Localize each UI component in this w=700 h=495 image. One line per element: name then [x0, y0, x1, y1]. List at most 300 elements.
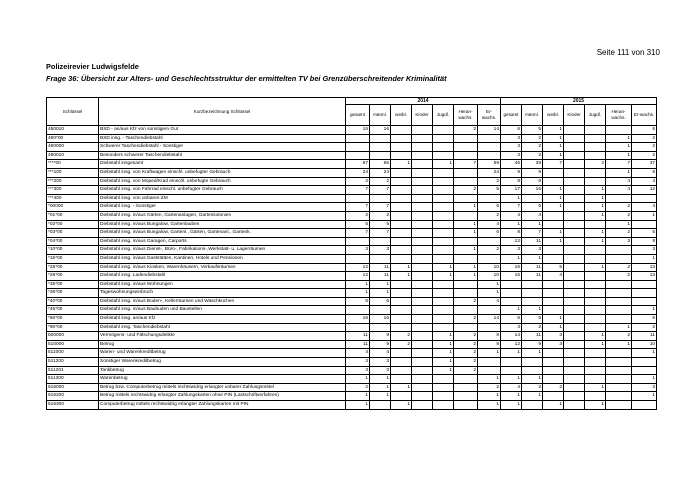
value-cell — [585, 297, 606, 306]
value-cell: 2 — [478, 383, 501, 392]
value-cell — [522, 366, 543, 375]
value-cell: 7 — [543, 160, 564, 169]
description-cell: Tageswohnungseinbruch — [99, 289, 346, 298]
table-row — [47, 134, 657, 143]
table-row — [47, 211, 657, 220]
value-cell: 1 — [585, 340, 606, 349]
value-cell: 2 — [478, 246, 501, 255]
value-cell: 2 — [391, 340, 412, 349]
value-cell — [433, 297, 454, 306]
value-cell — [564, 151, 585, 160]
value-cell — [433, 134, 454, 143]
value-cell: 6 — [501, 315, 522, 324]
value-cell: 5 — [522, 126, 543, 135]
value-cell — [391, 297, 412, 306]
value-cell — [543, 211, 564, 220]
value-cell — [564, 272, 585, 281]
value-cell — [585, 126, 606, 135]
value-cell: 11 — [370, 272, 391, 281]
value-cell: 7 — [346, 229, 370, 238]
value-cell — [412, 366, 433, 375]
value-cell — [543, 349, 564, 358]
value-cell — [346, 143, 370, 152]
value-cell — [433, 315, 454, 324]
value-cell — [543, 306, 564, 315]
table-row — [47, 315, 657, 324]
value-cell: 1 — [501, 194, 522, 203]
value-cell — [478, 254, 501, 263]
value-cell — [391, 237, 412, 246]
value-cell: 67 — [346, 160, 370, 169]
value-cell — [543, 177, 564, 186]
value-cell — [346, 151, 370, 160]
table-row — [47, 151, 657, 160]
description-cell: Diebstahl insg. von Fahrrad einschl. unbefugter Gebrauch — [99, 186, 346, 195]
table-row — [47, 186, 657, 195]
column-header: weibl. — [543, 105, 564, 126]
value-cell: 1 — [543, 323, 564, 332]
description-cell: Diebstahl insg. in/aus Gärten, Gartenanlagen, Gartenkolonien — [99, 211, 346, 220]
value-cell: 3 — [632, 246, 657, 255]
value-cell — [564, 177, 585, 186]
value-cell — [433, 375, 454, 384]
value-cell: 2 — [454, 315, 478, 324]
value-cell — [391, 134, 412, 143]
value-cell: 1 — [346, 401, 370, 410]
value-cell: 9 — [370, 332, 391, 341]
value-cell: 1 — [346, 392, 370, 401]
value-cell — [478, 134, 501, 143]
description-cell: Diebstahl insg. in/aus Kiosken, Warenhäusern, Verkaufsräumen — [99, 263, 346, 272]
value-cell: 7 — [346, 186, 370, 195]
value-cell: 10 — [478, 263, 501, 272]
description-cell: Diebstahl insg. in/aus Bungalow, Gartenl., Gärten, Gartenanl., Gartenk. — [99, 229, 346, 238]
column-header: männl. — [370, 105, 391, 126]
value-cell: 3 — [346, 366, 370, 375]
key-cell: *35*00 — [47, 280, 99, 289]
value-cell — [391, 211, 412, 220]
value-cell — [412, 272, 433, 281]
key-cell: *01*00 — [47, 211, 99, 220]
value-cell — [412, 126, 433, 135]
value-cell — [522, 289, 543, 298]
value-cell — [632, 280, 657, 289]
value-cell: 3 — [501, 323, 522, 332]
value-cell: 1 — [391, 160, 412, 169]
value-cell — [391, 246, 412, 255]
table-row — [47, 297, 657, 306]
value-cell — [585, 177, 606, 186]
value-cell — [606, 392, 632, 401]
value-cell: 1 — [543, 126, 564, 135]
key-cell: *04*00 — [47, 237, 99, 246]
description-cell: Betrug mittels rechtswidrig erlangter Zahlungskarten ohne PIN (Lastschriftverfahren) — [99, 392, 346, 401]
value-cell: 6 — [370, 297, 391, 306]
value-cell: 7 — [501, 203, 522, 212]
value-cell: 1 — [585, 401, 606, 410]
value-cell — [606, 126, 632, 135]
value-cell: 1 — [454, 229, 478, 238]
value-cell: 2 — [478, 177, 501, 186]
value-cell: 1 — [501, 254, 522, 263]
value-cell: 1 — [632, 375, 657, 384]
value-cell — [564, 220, 585, 229]
value-cell: 2 — [454, 349, 478, 358]
description-cell: Diebstahl insg. von Kraftwagen einschl. unbefugter Gebrauch — [99, 168, 346, 177]
value-cell — [564, 168, 585, 177]
value-cell: 1 — [585, 229, 606, 238]
table-row — [47, 366, 657, 375]
value-cell: 1 — [522, 375, 543, 384]
value-cell: 1 — [478, 392, 501, 401]
table-row — [47, 289, 657, 298]
value-cell — [346, 237, 370, 246]
value-cell — [391, 229, 412, 238]
table-body — [47, 126, 657, 410]
value-cell: 1 — [501, 220, 522, 229]
value-cell — [412, 220, 433, 229]
value-cell: 13 — [632, 272, 657, 281]
value-cell — [412, 323, 433, 332]
column-header: Heran-wachs. — [454, 105, 478, 126]
key-cell: 450010 — [47, 126, 99, 135]
value-cell — [370, 194, 391, 203]
value-cell: 1 — [522, 392, 543, 401]
value-cell — [391, 306, 412, 315]
value-cell: 5 — [522, 315, 543, 324]
value-cell: 2 — [606, 211, 632, 220]
value-cell — [522, 401, 543, 410]
key-cell: 511000 — [47, 349, 99, 358]
value-cell: 1 — [522, 254, 543, 263]
value-cell — [564, 366, 585, 375]
value-cell — [632, 297, 657, 306]
value-cell — [391, 194, 412, 203]
value-cell: 1 — [433, 349, 454, 358]
value-cell — [346, 323, 370, 332]
value-cell — [433, 177, 454, 186]
value-cell: 1 — [543, 194, 564, 203]
value-cell: 1 — [543, 134, 564, 143]
value-cell — [632, 220, 657, 229]
value-cell — [632, 194, 657, 203]
value-cell — [454, 237, 478, 246]
description-cell: Diebstahl insg. in/aus Wohnungen — [99, 280, 346, 289]
column-header: Jugdl. — [585, 105, 606, 126]
description-cell: Tankbetrug — [99, 366, 346, 375]
value-cell — [433, 211, 454, 220]
value-cell — [606, 254, 632, 263]
value-cell: 2 — [522, 383, 543, 392]
value-cell: 1 — [433, 160, 454, 169]
value-cell — [564, 160, 585, 169]
value-cell — [433, 280, 454, 289]
value-cell: 1 — [606, 323, 632, 332]
table-row — [47, 340, 657, 349]
value-cell: 1 — [606, 134, 632, 143]
description-cell: Diebstahl insg. Ladendiebstahl — [99, 272, 346, 281]
value-cell: 2 — [606, 203, 632, 212]
key-cell: ***200 — [47, 177, 99, 186]
key-cell: *00000 — [47, 203, 99, 212]
year-2014-header: 2014 — [346, 98, 501, 105]
value-cell — [454, 375, 478, 384]
value-cell: 4 — [606, 186, 632, 195]
value-cell — [478, 323, 501, 332]
value-cell — [564, 203, 585, 212]
column-header: Er-wachs. — [478, 105, 501, 126]
value-cell: 1 — [433, 340, 454, 349]
value-cell — [391, 254, 412, 263]
value-cell — [543, 246, 564, 255]
value-cell: 16 — [522, 186, 543, 195]
description-cell: Diebstahl insg. in/aus Garagen, Carports — [99, 237, 346, 246]
value-cell: 2 — [454, 340, 478, 349]
value-cell: 1 — [370, 383, 391, 392]
value-cell — [412, 332, 433, 341]
value-cell: 8 — [478, 332, 501, 341]
value-cell — [433, 401, 454, 410]
value-cell: 2 — [346, 177, 370, 186]
column-header: Er-wachs. — [632, 105, 657, 126]
value-cell — [454, 323, 478, 332]
value-cell — [585, 143, 606, 152]
value-cell — [391, 186, 412, 195]
value-cell: 1 — [543, 203, 564, 212]
description-cell: Sonstiger Warenkreditbetrug — [99, 358, 346, 367]
value-cell: 1 — [370, 375, 391, 384]
value-cell: 24 — [478, 168, 501, 177]
value-cell — [501, 289, 522, 298]
value-cell: 2 — [606, 272, 632, 281]
table-row — [47, 229, 657, 238]
value-cell: 5 — [543, 263, 564, 272]
value-cell: 1 — [543, 151, 564, 160]
value-cell: 8 — [501, 177, 522, 186]
value-cell — [585, 246, 606, 255]
value-cell: 2 — [522, 151, 543, 160]
value-cell — [543, 254, 564, 263]
value-cell: 1 — [433, 332, 454, 341]
table-row — [47, 375, 657, 384]
value-cell — [412, 254, 433, 263]
value-cell — [543, 297, 564, 306]
value-cell — [412, 401, 433, 410]
value-cell: 1 — [391, 383, 412, 392]
value-cell: 1 — [632, 392, 657, 401]
value-cell: 6 — [346, 297, 370, 306]
value-cell — [412, 289, 433, 298]
value-cell — [501, 358, 522, 367]
column-header: gesamt — [501, 105, 522, 126]
value-cell: 11 — [522, 263, 543, 272]
value-cell — [391, 280, 412, 289]
value-cell — [454, 401, 478, 410]
year-2015-header: 2015 — [501, 98, 657, 105]
value-cell: 3 — [370, 358, 391, 367]
value-cell — [606, 194, 632, 203]
key-cell: *45*00 — [47, 306, 99, 315]
key-cell: ****00 — [47, 160, 99, 169]
page-number: Seite 111 von 310 — [596, 48, 660, 57]
value-cell: 2 — [346, 383, 370, 392]
value-cell — [564, 306, 585, 315]
description-cell: Diebstahl insg. - Sonstiger — [99, 203, 346, 212]
value-cell: 1 — [454, 263, 478, 272]
value-cell: 1 — [433, 272, 454, 281]
table-row — [47, 358, 657, 367]
value-cell: 24 — [370, 168, 391, 177]
value-cell: 9 — [370, 340, 391, 349]
value-cell: 8 — [501, 229, 522, 238]
value-cell — [412, 306, 433, 315]
value-cell: 8 — [632, 237, 657, 246]
value-cell: 13 — [632, 263, 657, 272]
value-cell: 1 — [501, 306, 522, 315]
value-cell: 1 — [543, 186, 564, 195]
value-cell — [412, 186, 433, 195]
value-cell: 12 — [632, 186, 657, 195]
value-cell — [564, 289, 585, 298]
description-cell: Vermögens- und Fälschungsdelikte — [99, 332, 346, 341]
table-row — [47, 177, 657, 186]
value-cell: 7 — [370, 229, 391, 238]
value-cell — [412, 340, 433, 349]
value-cell — [433, 186, 454, 195]
value-cell — [606, 375, 632, 384]
value-cell — [564, 383, 585, 392]
value-cell: 1 — [370, 392, 391, 401]
value-cell — [564, 392, 585, 401]
value-cell — [606, 315, 632, 324]
value-cell: 9 — [501, 168, 522, 177]
table-row — [47, 392, 657, 401]
table-row — [47, 280, 657, 289]
value-cell: 2 — [606, 332, 632, 341]
value-cell — [543, 289, 564, 298]
value-cell — [606, 366, 632, 375]
value-cell — [478, 366, 501, 375]
value-cell: 11 — [522, 332, 543, 341]
value-cell — [412, 211, 433, 220]
value-cell: 1 — [391, 263, 412, 272]
key-cell: 516200 — [47, 392, 99, 401]
table-row — [47, 263, 657, 272]
key-cell: *40*00 — [47, 297, 99, 306]
value-cell: 1 — [606, 168, 632, 177]
value-cell — [606, 349, 632, 358]
value-cell — [564, 340, 585, 349]
value-cell: 4 — [346, 349, 370, 358]
value-cell: 15 — [501, 272, 522, 281]
value-cell — [632, 366, 657, 375]
value-cell — [370, 134, 391, 143]
value-cell: 7 — [346, 203, 370, 212]
value-cell: 2 — [632, 323, 657, 332]
key-cell: 516000 — [47, 383, 99, 392]
value-cell: 1 — [391, 272, 412, 281]
value-cell — [412, 177, 433, 186]
table-row — [47, 349, 657, 358]
value-cell: 2 — [606, 229, 632, 238]
value-cell — [391, 349, 412, 358]
value-cell — [391, 366, 412, 375]
value-cell: 14 — [478, 126, 501, 135]
value-cell: 1 — [606, 220, 632, 229]
value-cell — [454, 392, 478, 401]
value-cell: 6 — [478, 229, 501, 238]
value-cell — [433, 229, 454, 238]
value-cell — [564, 332, 585, 341]
value-cell — [585, 358, 606, 367]
value-cell: 1 — [478, 349, 501, 358]
value-cell — [585, 315, 606, 324]
value-cell — [391, 168, 412, 177]
value-cell: 2 — [522, 134, 543, 143]
key-cell: *25*00 — [47, 263, 99, 272]
value-cell: 1 — [433, 366, 454, 375]
value-cell — [433, 194, 454, 203]
value-cell — [412, 229, 433, 238]
value-cell — [478, 194, 501, 203]
value-cell: 6 — [632, 315, 657, 324]
value-cell — [585, 392, 606, 401]
value-cell — [606, 383, 632, 392]
value-cell: 2 — [454, 126, 478, 135]
value-cell — [543, 220, 564, 229]
value-cell — [370, 306, 391, 315]
value-cell — [564, 297, 585, 306]
column-header: männl. — [522, 105, 543, 126]
value-cell: 7 — [606, 160, 632, 169]
value-cell: 1 — [632, 306, 657, 315]
value-cell: 4 — [478, 220, 501, 229]
value-cell: 39 — [522, 160, 543, 169]
value-cell — [632, 401, 657, 410]
value-cell — [454, 143, 478, 152]
value-cell: 11 — [370, 263, 391, 272]
description-cell: Waren- und Warenkreditbetrug — [99, 349, 346, 358]
value-cell — [543, 358, 564, 367]
value-cell: 11 — [346, 340, 370, 349]
value-cell: 4 — [501, 211, 522, 220]
value-cell: 2 — [585, 160, 606, 169]
table-row — [47, 272, 657, 281]
value-cell — [412, 375, 433, 384]
value-cell — [454, 177, 478, 186]
value-cell — [412, 246, 433, 255]
value-cell — [501, 366, 522, 375]
value-cell — [391, 143, 412, 152]
value-cell: 2 — [632, 143, 657, 152]
value-cell — [564, 401, 585, 410]
value-cell: 2 — [454, 332, 478, 341]
value-cell: 1 — [454, 220, 478, 229]
value-cell — [412, 143, 433, 152]
value-cell — [433, 151, 454, 160]
value-cell: 59 — [478, 160, 501, 169]
value-cell — [564, 280, 585, 289]
value-cell: 5 — [478, 186, 501, 195]
value-cell — [564, 134, 585, 143]
value-cell: 14 — [501, 332, 522, 341]
value-cell: 3 — [606, 237, 632, 246]
value-cell — [370, 143, 391, 152]
value-cell: 10 — [478, 272, 501, 281]
value-cell: 12 — [346, 272, 370, 281]
value-cell — [412, 237, 433, 246]
value-cell — [585, 375, 606, 384]
